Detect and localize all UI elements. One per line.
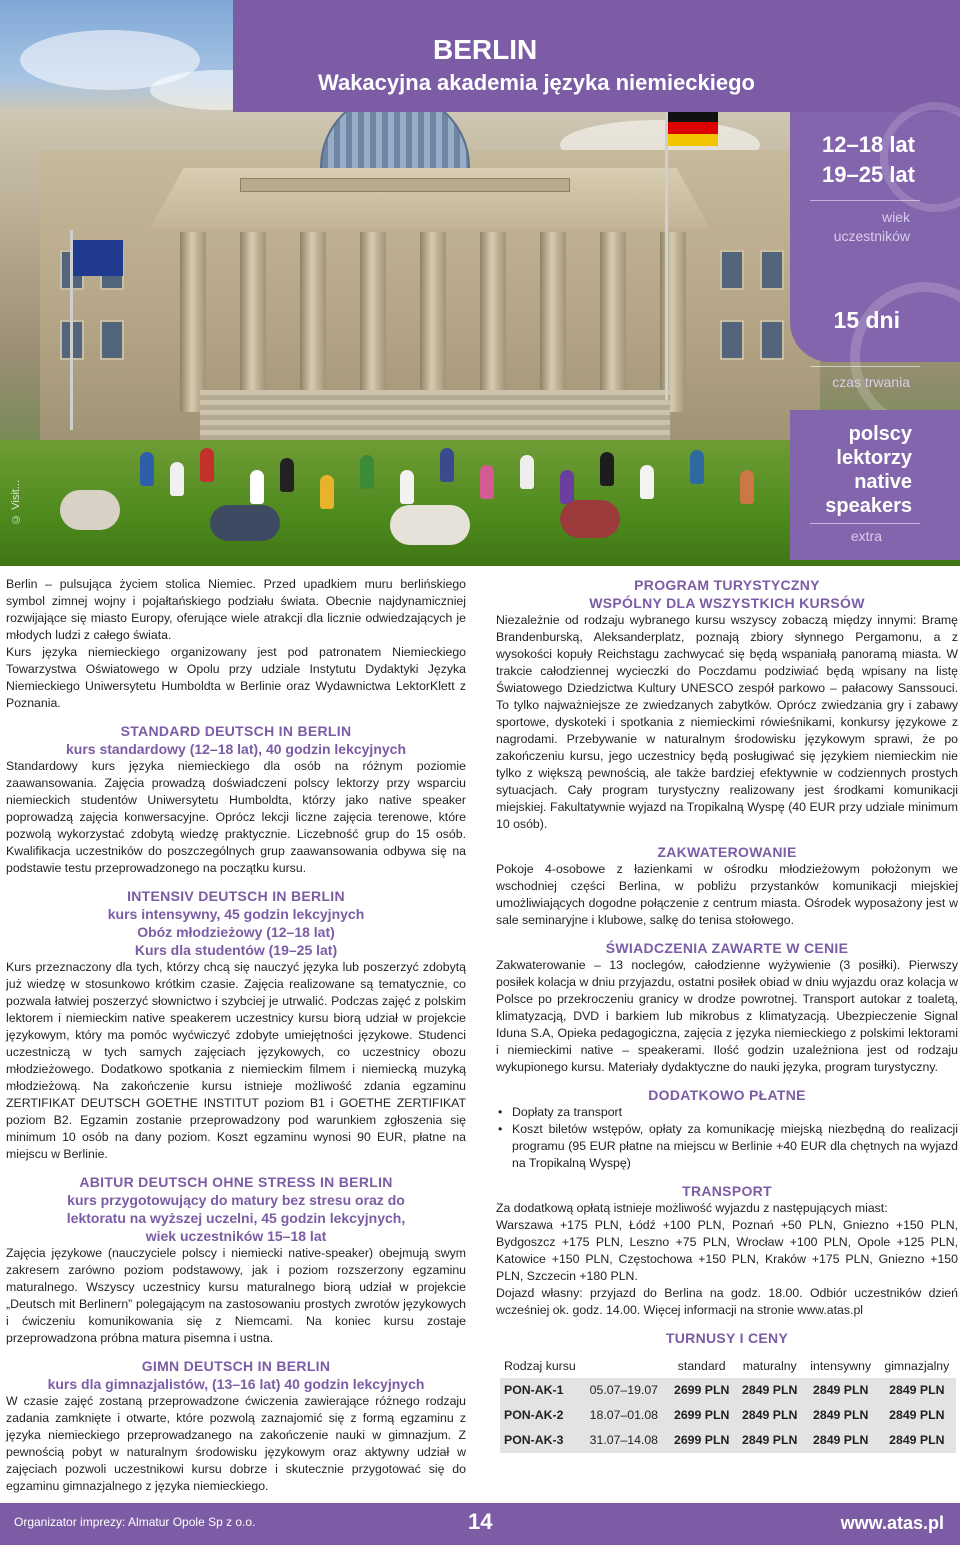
lectors-label: polscy lektorzy native speakers [825,423,912,517]
section-title-intensiv: INTENSIV DEUTSCH IN BERLIN [127,888,345,904]
section-text: Warszawa +175 PLN, Łódź +100 PLN, Poznań +50 PLN, Gniezno +150 PLN, Bydgoszcz +175 PLN, Leszno +75 PLN, Wrocław +100 PLN, Opole +125 PLN, Katowice +150 PLN, Częstochowa +150 PLN, Kraków +175 PLN, Gniezno +150 PLN, Szczecin +180 PLN. [496,1218,958,1283]
section-text: Zajęcia językowe (nauczyciele polscy i niemiecki native-speaker) obejmują swym zakresem zarówno poziom podstawowy, jak i poziom rozszerzony egzaminu maturalnego. Wszyscy uczestnicy kursu maturalnego biorą udział w projekcie „Deutsch mit Berlinern” polegającym na zastosowaniu prostych zwrotów językowych i ćwiczeniu komunikowania się z Niemcami. Na koniec kursu zostaje przeprowadzona próbna matura pisemna i ustna. [6,1246,466,1345]
page-number: 14 [468,1509,493,1534]
title-band [233,0,960,112]
section-text: Kurs przeznaczony dla tych, którzy chcą się nauczyć języka lub poszerzyć zdobytą już wiedzę w stosunkowo krótkim czasie. Zajęcia realizowane są tematycznie, co pozwala łatwiej poszerzyć słownictwo i szybciej je utrwalić. Podczas zajęć z polskim lektorem i niemieckim native speakerem uczestnicy kursu biorą udział w projekcie językowym, który ma pomóc wyćwiczyć zdobyte umiejętności językowe. Studenci uczestniczą w tych samych zajęciach językowych, co uczestnicy obozu młodzieżowego. Dodatkowo spotkania z niemieckim filmem i niemiecką muzyką młodzieżową. Na zakończenie kursu istnieje możliwość zdania egzaminu ZERTIFIKAT DEUTSCH GOETHE INSTITUT poziom B1 i GOETHE ZERTIFIKAT poziom B2. Egzamin zostanie przeprowadzony pod warunkiem zgłoszenia się minimum 10 osób na dany poziom. Koszt egzaminu wynosi 90 EUR, płatne na miejscu w Berlinie. [6,960,466,1161]
section-subtitle: wiek uczestników 15–18 lat [145,1228,327,1244]
section-subtitle: kurs przygotowujący do matury bez stresu oraz do [67,1192,405,1208]
duration-label: czas trwania [832,374,910,390]
website-link[interactable]: www.atas.pl [840,1513,944,1533]
section-text: Dojazd własny: przyjazd do Berlina na godz. 18.00. Odbiór uczestników dzień wcześniej ok. godz. 14.00. Więcej informacji na stronie www.atas.pl [496,1286,958,1317]
age-range-2: 19–25 lat [822,162,915,187]
photo-credit: © Visit... [10,480,22,525]
organizer-text: Organizator imprezy: Almatur Opole Sp z o.o. [14,1515,256,1529]
section-subtitle: lektoratu na wyższej uczelni, 45 godzin lekcyjnych, [66,1210,406,1226]
duration: 15 dni [833,307,900,333]
table-row: PON-AK-3 31.07–14.08 2699 PLN 2849 PLN 2849 PLN 2849 PLN [500,1428,956,1453]
extra-cost-list [496,1104,958,1172]
table-header [586,1355,668,1378]
age-label: wiek uczestników [833,209,910,244]
section-title-extra: DODATKOWO PŁATNE [648,1087,806,1103]
page-subtitle: Wakacyjna akademia języka niemieckiego [318,70,755,95]
section-subtitle: kurs intensywny, 45 godzin lekcyjnych [107,906,365,922]
section-text: Niezależnie od rodzaju wybranego kursu wszyscy zobaczą między innymi: Bramę Brandenburską, Aleksanderplatz, poznają zbiory słynnego Pergamonu, a z wysokości kopuły Reichstagu zachwycać się będą wspaniałą panoramą miasta. W trakcie całodziennej wycieczki do Poczdamu podziwiać będą wpisany na listę Światowego Dziedzictwa Kultury UNESCO zespół parkowo – pałacowy Sanssouci. To tylko najważniejsze ze zwiedzanych zabytków. Oprócz zwiedzania gry i zabawy sportowe, dyskoteki i spotkania z niemieckimi rówieśnikami, konkursy językowe z nagrodami. Przebywanie w naturalnym środowisku językowym sprawi, że po zakończeniu kursu, jego uczestnicy będą posługiwać się językiem niemieckim nie tylko z większą pewnością, ale także bardziej efektywnie w codziennych prostych sytuacjach. Cały program turystyczny realizowany jest środkami komunikacji miejskiej. Fakultatywnie wyjazd na Tropikalną Wyspę (40 EUR przy udziale minimum 10 osób). [496,613,958,831]
intro-paragraph: Kurs języka niemieckiego organizowany jest pod patronatem Niemieckiego Towarzystwa Oświatowego w Opolu przy udziale Instytutu Dydaktyki Języka Niemieckiego Uniwersytetu Humboldta w Berlinie oraz Wydawnictwa LektorKlett z Poznania. [6,645,466,710]
lectors-box [790,410,960,560]
list-item: • Dopłaty za transport [496,1104,958,1121]
section-text: W czasie zajęć zostaną przeprowadzone ćwiczenia zawierające różnego rodzaju zadania zamknięte i otwarte, które pozwolą zaznajomić się z formą egzaminu z języka niemieckiego przeprowadzanego na zakończenie nauki w gimnazjum. Z pewnością pobyt w naturalnym środowisku językowym oraz aktywny udział w zajęciach pozwoli uczestnikowi kursu dobrze i skutecznie przygotować się do egzaminu gimnazjalnego z języka niemieckiego. [6,1394,466,1493]
table-row: PON-AK-1 05.07–19.07 2699 PLN 2849 PLN 2849 PLN 2849 PLN [500,1378,956,1403]
section-text: Zakwaterowanie – 13 noclegów, całodzienne wyżywienie (3 posiłki). Pierwszy posiłek kolacja w dniu przyjazdu, ostatni posiłek obiad w dniu wyjazdu oraz kolacja w Polsce po przekroczeniu granicy w drodze powrotnej. Transport autokar z toaletą, klimatyzacją, DVD i barkiem lub mikrobus z klimatyzacją. Ubezpieczenie Signal Iduna S.A, Opieka pedagogiczna, zajęcia z języka niemieckiego z polskimi lektorami i niemieckimi native – speakerami. Ilość godzin uzależniona jest od rodzaju wykupionego kursu. Materiały dydaktyczne do nauki języka, program turystyczny. [496,958,958,1074]
right-column [496,576,958,1453]
section-text: Standardowy kurs języka niemieckiego dla osób na różnym poziomie zaawansowania. Zajęcia prowadzą doświadczeni polscy lektorzy przy wsparciu niemieckich studentów Uniwersytetu Humboldta, którzy jako native speaker poprowadzą zajęcia konwersacyjne. Oprócz lekcji liczne zajęcia terenowe, które pozwolą wykorzystać zdobytą wiedzę praktycznie. Liczebność grup do 15 osób. Kwalifikacja uczestników do poszczególnych grup zaawansowania odbywa się na podstawie testu przeprowadzonego na początku kursu. [6,759,466,875]
section-subtitle: Kurs dla studentów (19–25 lat) [134,942,338,958]
section-title-standard: STANDARD DEUTSCH IN BERLIN [120,723,352,739]
section-subtitle: kurs standardowy (12–18 lat), 40 godzin lekcyjnych [65,741,406,757]
section-title-program: WSPÓLNY DLA WSZYSTKICH KURSÓW [589,595,865,611]
section-text: Za dodatkową opłatą istnieje możliwość wyjazdu z następujących miast: [496,1201,888,1215]
info-side-panel [790,112,960,562]
section-title-included: ŚWIADCZENIA ZAWARTE W CENIE [605,940,849,956]
page-title: BERLIN [433,34,538,65]
section-title-turnusy: TURNUSY I CENY [665,1330,789,1346]
table-header: Rodzaj kursu [504,1359,576,1373]
section-title-transport: TRANSPORT [682,1183,772,1199]
left-column [6,576,466,1495]
section-title-program: PROGRAM TURYSTYCZNY [634,577,820,593]
list-item: • Koszt biletów wstępów, opłaty za komunikację miejską niezbędną do realizacji programu (95 EUR płatne na miejscu w Berlinie +40 EUR dla chętnych na wyjazd na Tropikalną Wyspę) [496,1121,958,1172]
section-title-lodging: ZAKWATEROWANIE [657,844,797,860]
table-header: maturalny [742,1359,797,1373]
intro-paragraph: Berlin – pulsująca życiem stolica Niemiec. Przed upadkiem muru berlińskiego symbol zimnej wojny i pojałtańskiego podziału świata. Obecnie najdynamiczniej rozwijające się miasto Europy, oferujące wiele atrakcji dla licznie odwiedzających je młodych ludzi z całego świata. [6,577,466,642]
price-table [500,1355,956,1453]
table-header: standard [677,1359,726,1373]
age-range-1: 12–18 lat [822,132,915,157]
section-title-abitur: ABITUR DEUTSCH OHNE STRESS IN BERLIN [79,1174,393,1190]
table-header: intensywny [810,1359,872,1373]
section-subtitle: Obóz młodzieżowy (12–18 lat) [137,924,335,940]
table-row: PON-AK-2 18.07–01.08 2699 PLN 2849 PLN 2849 PLN 2849 PLN [500,1403,956,1428]
age-box [790,112,960,390]
section-text: Pokoje 4-osobowe z łazienkami w ośrodku młodzieżowym położonym we wschodniej części Berlina, w pobliżu przystanków komunikacji miejskiej umożliwiających dogodne połączenie z centrum miasta. Ośrodek wyposażony jest w sale seminaryjne i klubowe, salkę do tenisa stołowego. [496,862,958,927]
section-title-gimn: GIMN DEUTSCH IN BERLIN [141,1358,331,1374]
footer-bar [0,1503,960,1545]
section-subtitle: kurs dla gimnazjalistów, (13–16 lat) 40 godzin lekcyjnych [47,1376,425,1392]
extra-label: extra [850,528,882,544]
table-header: gimnazjalny [884,1359,950,1373]
